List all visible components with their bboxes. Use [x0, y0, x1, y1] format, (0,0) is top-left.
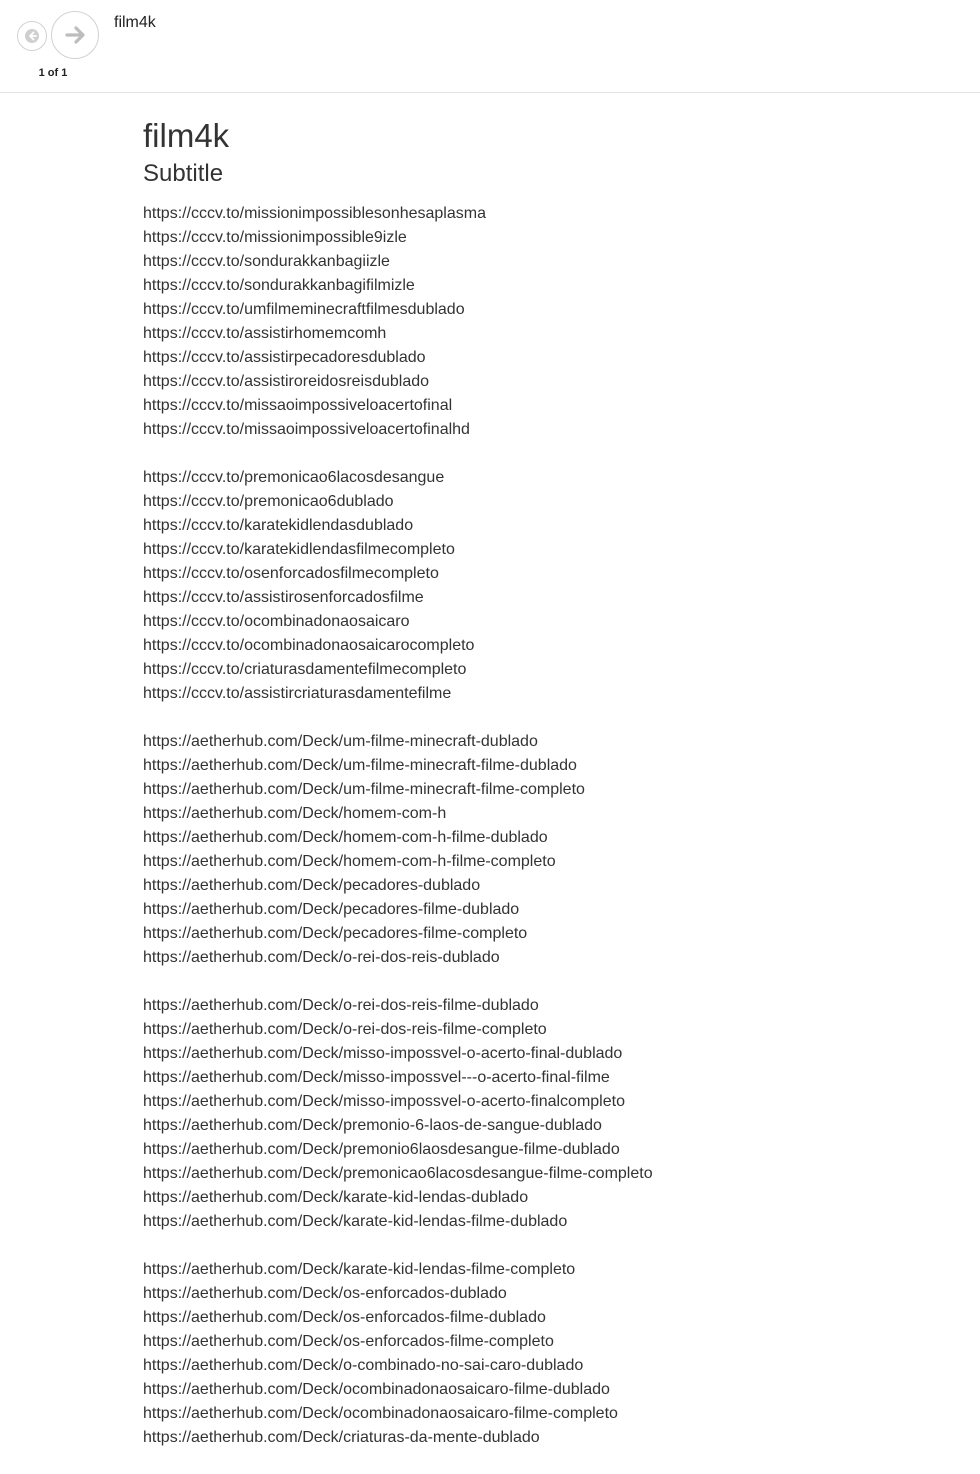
link-text: https://cccv.to/criaturasdamentefilmecompleto: [143, 661, 467, 678]
top-bar: [0, 0, 980, 93]
link-text: https://cccv.to/sondurakkanbagifilmizle: [143, 277, 415, 294]
link-group: [143, 730, 923, 970]
link-text: https://cccv.to/sondurakkanbagiizle: [143, 253, 390, 270]
link-text: https://aetherhub.com/Deck/o-combinado-no-sai-caro-dublado: [143, 1357, 584, 1374]
link-group: [143, 202, 923, 442]
link-text: https://aetherhub.com/Deck/o-rei-dos-reis-dublado: [143, 949, 500, 966]
link-text: https://cccv.to/missionimpossible9izle: [143, 229, 407, 246]
link-group: [143, 1258, 923, 1450]
link-text: https://cccv.to/missionimpossiblesonhesaplasma: [143, 205, 486, 222]
previous-page-button[interactable]: [17, 21, 47, 51]
link-text: https://aetherhub.com/Deck/premonicao6lacosdesangue-filme-completo: [143, 1165, 653, 1182]
arrow-left-icon: [24, 28, 40, 44]
link-text: https://aetherhub.com/Deck/homem-com-h-filme-completo: [143, 853, 556, 870]
link-text: https://cccv.to/assistircriaturasdamentefilme: [143, 685, 452, 702]
link-text: https://aetherhub.com/Deck/ocombinadonaosaicaro-filme-completo: [143, 1405, 618, 1422]
link-text: https://cccv.to/premonicao6dublado: [143, 493, 394, 510]
link-text: https://cccv.to/karatekidlendasfilmecompleto: [143, 541, 455, 558]
link-text: https://aetherhub.com/Deck/pecadores-filme-completo: [143, 925, 528, 942]
link-text: https://aetherhub.com/Deck/criaturas-da-mente-dublado: [143, 1429, 540, 1446]
link-text: https://aetherhub.com/Deck/um-filme-minecraft-dublado: [143, 733, 538, 750]
link-text: https://aetherhub.com/Deck/premonio6laosdesangue-filme-dublado: [143, 1141, 620, 1158]
page-subtitle: Subtitle: [143, 160, 224, 187]
link-text: https://cccv.to/assistirhomemcomh: [143, 325, 387, 342]
page-indicator: 1 of 1: [38, 67, 68, 79]
link-text: https://cccv.to/missaoimpossiveloacertofinal: [143, 397, 453, 414]
link-text: https://cccv.to/ocombinadonaosaicarocompleto: [143, 637, 475, 654]
link-group: [143, 994, 923, 1234]
link-text: https://aetherhub.com/Deck/karate-kid-lendas-dublado: [143, 1189, 529, 1206]
link-text: https://aetherhub.com/Deck/o-rei-dos-reis-filme-completo: [143, 1021, 547, 1038]
link-list: [143, 202, 923, 1450]
document-name: film4k: [114, 14, 156, 31]
link-text: https://cccv.to/ocombinadonaosaicaro: [143, 613, 410, 630]
link-text: https://aetherhub.com/Deck/os-enforcados-filme-completo: [143, 1333, 554, 1350]
link-text: https://aetherhub.com/Deck/misso-impossvel---o-acerto-final-filme: [143, 1069, 610, 1086]
link-text: https://aetherhub.com/Deck/pecadores-dublado: [143, 877, 481, 894]
link-text: https://aetherhub.com/Deck/um-filme-minecraft-filme-completo: [143, 781, 585, 798]
link-text: https://aetherhub.com/Deck/premonio-6-laos-de-sangue-dublado: [143, 1117, 602, 1134]
next-page-button[interactable]: [51, 11, 99, 59]
link-text: https://aetherhub.com/Deck/o-rei-dos-reis-filme-dublado: [143, 997, 539, 1014]
page-title: film4k: [143, 117, 230, 154]
link-text: https://aetherhub.com/Deck/misso-impossvel-o-acerto-finalcompleto: [143, 1093, 625, 1110]
link-text: https://cccv.to/karatekidlendasdublado: [143, 517, 414, 534]
link-text: https://cccv.to/osenforcadosfilmecompleto: [143, 565, 439, 582]
link-text: https://aetherhub.com/Deck/karate-kid-lendas-filme-completo: [143, 1261, 576, 1278]
link-text: https://aetherhub.com/Deck/karate-kid-lendas-filme-dublado: [143, 1213, 568, 1230]
link-text: https://aetherhub.com/Deck/os-enforcados-filme-dublado: [143, 1309, 546, 1326]
document-content: [143, 116, 923, 1474]
link-text: https://aetherhub.com/Deck/ocombinadonaosaicaro-filme-dublado: [143, 1381, 610, 1398]
link-text: https://aetherhub.com/Deck/os-enforcados-dublado: [143, 1285, 507, 1302]
link-text: https://cccv.to/umfilmeminecraftfilmesdublado: [143, 301, 465, 318]
link-text: https://aetherhub.com/Deck/homem-com-h: [143, 805, 447, 822]
link-text: https://cccv.to/assistirpecadoresdublado: [143, 349, 426, 366]
link-text: https://cccv.to/assistiroreidosreisdublado: [143, 373, 430, 390]
link-text: https://aetherhub.com/Deck/homem-com-h-filme-dublado: [143, 829, 548, 846]
link-group: [143, 466, 923, 706]
link-text: https://cccv.to/premonicao6lacosdesangue: [143, 469, 445, 486]
link-text: https://cccv.to/missaoimpossiveloacertofinalhd: [143, 421, 470, 438]
link-text: https://aetherhub.com/Deck/pecadores-filme-dublado: [143, 901, 520, 918]
link-text: https://aetherhub.com/Deck/misso-impossvel-o-acerto-final-dublado: [143, 1045, 623, 1062]
link-text: https://aetherhub.com/Deck/um-filme-minecraft-filme-dublado: [143, 757, 577, 774]
arrow-right-icon: [63, 23, 87, 47]
link-text: https://cccv.to/assistirosenforcadosfilme: [143, 589, 424, 606]
